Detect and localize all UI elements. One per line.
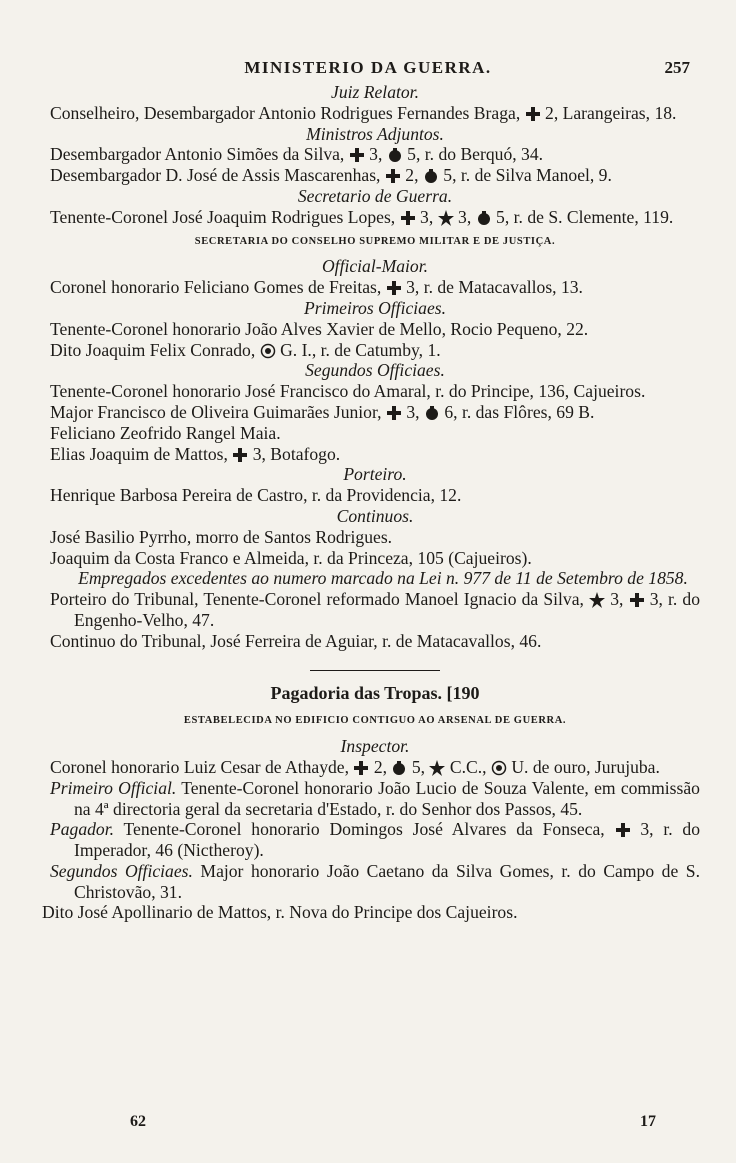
running-title: MINISTERIO DA GUERRA. <box>244 58 492 77</box>
cross-order-icon <box>353 760 369 776</box>
cross-order-icon <box>615 822 631 838</box>
cross-order-icon <box>400 210 416 226</box>
entry-simoes: Desembargador Antonio Simões da Silva, 3, 5, r. do Berquó, 34. <box>50 144 544 165</box>
cross-order-icon <box>385 168 401 184</box>
cross-order-icon <box>386 405 402 421</box>
circled-order-icon <box>260 343 276 359</box>
pagadoria-subheading: ESTABELECIDA NO EDIFICIO CONTIGUO AO ARSENAL DE GUERRA. <box>183 715 567 727</box>
cross-order-icon <box>349 147 365 163</box>
page-footer <box>130 1113 656 1135</box>
signature-mark-left: 62 <box>130 1113 146 1130</box>
section-porteiro: Porteiro. <box>343 464 407 485</box>
entry-franco: Joaquim da Costa Franco e Almeida, r. da Princeza, 105 (Cajueiros). <box>50 547 532 568</box>
section-empregados: Empregados excedentes ao numero marcado na Lei n. 977 de 11 de Setembro de 1858. <box>78 568 688 589</box>
medal-order-icon <box>423 168 439 184</box>
entry-elias-mattos: Elias Joaquim de Mattos, 3, Botafogo. <box>50 443 341 464</box>
medal-order-icon <box>424 405 440 421</box>
section-official-maior: Official-Maior. <box>321 256 429 277</box>
section-continuos: Continuos. <box>336 505 414 526</box>
entry-pyrrho: José Basilio Pyrrho, morro de Santos Rodrigues. <box>50 526 393 547</box>
cross-order-icon <box>232 447 248 463</box>
page-content <box>42 82 701 923</box>
entry-lopes: Tenente-Coronel José Joaquim Rodrigues Lopes, 3, 3, 5, r. de S. Clemente, 119. <box>50 206 674 227</box>
secretaria-heading: SECRETARIA DO CONSELHO SUPREMO MILITAR E DE JUSTIÇA. <box>194 235 556 247</box>
entry-amaral: Tenente-Coronel honorario José Francisco do Amaral, r. do Principe, 136, Cajueiros. <box>50 381 646 402</box>
section-primeiros: Primeiros Officiaes. <box>303 297 447 318</box>
medal-order-icon <box>387 147 403 163</box>
cross-order-icon <box>525 106 541 122</box>
circled-order-icon <box>491 760 507 776</box>
entry-conrado: Dito Joaquim Felix Conrado, G. I., r. de Catumby, 1. <box>50 339 441 360</box>
star-order-icon <box>589 592 605 608</box>
entry-mello: Tenente-Coronel honorario João Alves Xavier de Mello, Rocio Pequeno, 22. <box>50 318 589 339</box>
entry-apollinario: Dito José Apollinario de Mattos, r. Nova do Principe dos Cajueiros. <box>42 902 518 923</box>
entry-porteiro-tribunal: Porteiro do Tribunal, Tenente-Coronel reformado Manoel Ignacio da Silva, 3, 3, r. do Engenho-Velho, 47. <box>50 589 701 630</box>
entry-mascarenhas: Desembargador D. José de Assis Mascarenhas, 2, 5, r. de Silva Manoel, 9. <box>50 165 612 186</box>
medal-order-icon <box>391 760 407 776</box>
signature-mark-right: 17 <box>640 1113 656 1130</box>
star-order-icon <box>429 760 445 776</box>
section-inspector: Inspector. <box>340 736 410 757</box>
section-secretario: Secretario de Guerra. <box>297 185 453 206</box>
medal-order-icon <box>476 210 492 226</box>
cross-order-icon <box>629 592 645 608</box>
entry-athayde: Coronel honorario Luiz Cesar de Athayde, 2, 5, C.C., U. de ouro, Jurujuba. <box>50 756 660 777</box>
entry-castro: Henrique Barbosa Pereira de Castro, r. da Providencia, 12. <box>50 485 462 506</box>
entry-guimaraes: Major Francisco de Oliveira Guimarães Junior, 3, 6, r. das Flôres, 69 B. <box>50 401 595 422</box>
entry-valente: Primeiro Official. Tenente-Coronel honorario João Lucio de Souza Valente, em commissão na 4ª directoria geral da secretaria d'Estado, r. do Senhor dos Passos, 45. <box>50 777 700 819</box>
entry-continuo-tribunal: Continuo do Tribunal, José Ferreira de Aguiar, r. de Matacavallos, 46. <box>50 630 542 651</box>
entry-gomes: Segundos Officiaes. Major honorario João Caetano da Silva Gomes, r. do Campo de S. Christovão, 31. <box>50 860 700 902</box>
pagadoria-heading: Pagadoria das Tropas. [190 <box>270 682 480 703</box>
section-juiz-relator: Juiz Relator. <box>331 82 419 102</box>
entry-freitas: Coronel honorario Feliciano Gomes de Freitas, 3, r. de Matacavallos, 13. <box>50 277 583 298</box>
star-order-icon <box>438 210 454 226</box>
entry-fonseca: Pagador. Tenente-Coronel honorario Domingos José Alvares da Fonseca, 3, r. do Imperador, 46 (Nictheroy). <box>50 819 701 861</box>
section-segundos: Segundos Officiaes. <box>305 360 445 381</box>
page-header <box>40 58 696 82</box>
entry-maia: Feliciano Zeofrido Rangel Maia. <box>50 422 281 443</box>
cross-order-icon <box>386 280 402 296</box>
page-number: 257 <box>664 58 690 77</box>
section-ministros: Ministros Adjuntos. <box>306 123 444 144</box>
entry-braga: Conselheiro, Desembargador Antonio Rodrigues Fernandes Braga, 2, Larangeiras, 18. <box>50 102 677 123</box>
section-divider <box>310 670 440 671</box>
